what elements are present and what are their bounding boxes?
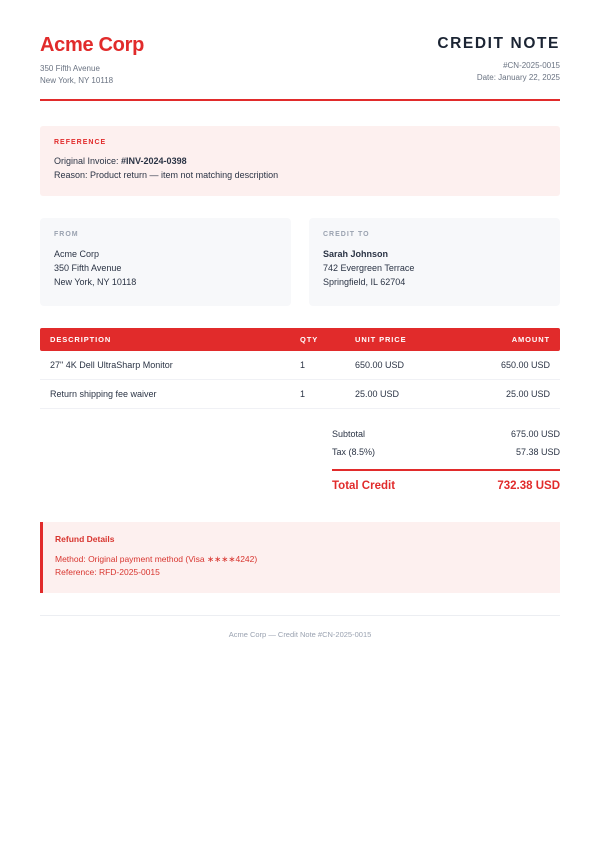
reference-panel xyxy=(40,126,560,196)
reference-original-invoice-number: #INV-2024-0398 xyxy=(121,156,187,167)
item-unit-price: 25.00 USD xyxy=(355,389,400,399)
item-qty: 1 xyxy=(300,360,306,370)
totals-block xyxy=(332,425,560,492)
total-credit-label: Total Credit xyxy=(332,479,396,492)
company-address-line2: New York, NY 10118 xyxy=(40,75,114,85)
column-header-qty: QTY xyxy=(300,335,319,344)
total-credit-value: 732.38 USD xyxy=(497,479,560,492)
tax-value: 57.38 USD xyxy=(515,447,560,457)
item-unit-price: 650.00 USD xyxy=(355,360,405,370)
subtotal-label: Subtotal xyxy=(332,429,366,439)
from-address-line2: New York, NY 10118 xyxy=(54,277,137,288)
credit-to-name: Sarah Johnson xyxy=(323,249,389,260)
from-address-line1: 350 Fifth Avenue xyxy=(54,263,122,274)
company-address-line1: 350 Fifth Avenue xyxy=(40,64,100,73)
document-date: Date: January 22, 2025 xyxy=(476,73,560,83)
reference-original-invoice xyxy=(54,155,546,169)
reference-label: REFERENCE xyxy=(54,139,107,147)
table-row xyxy=(40,351,560,380)
table-row xyxy=(40,380,560,409)
totals-section xyxy=(40,425,560,492)
company-logo-text: Acme Corp xyxy=(40,34,144,56)
credit-to-panel xyxy=(309,218,560,306)
column-header-unit-price: UNIT PRICE xyxy=(355,335,407,344)
item-description: Return shipping fee waiver xyxy=(50,389,157,399)
document-footer: Acme Corp — Credit Note #CN-2025-0015 xyxy=(40,615,560,639)
reference-reason: Reason: Product return — item not matching description xyxy=(54,169,279,180)
company-block xyxy=(40,34,144,86)
from-name: Acme Corp xyxy=(54,249,100,260)
document-number: #CN-2025-0015 xyxy=(503,61,560,71)
refund-details-panel xyxy=(40,522,560,593)
item-description: 27" 4K Dell UltraSharp Monitor xyxy=(50,360,173,370)
credit-to-address-line1: 742 Evergreen Terrace xyxy=(323,263,415,274)
totals-divider xyxy=(332,469,560,471)
document-title: CREDIT NOTE xyxy=(437,35,560,52)
column-header-description: DESCRIPTION xyxy=(50,335,112,344)
document-meta xyxy=(437,60,560,85)
refund-reference: Reference: RFD-2025-0015 xyxy=(55,566,160,577)
reference-original-invoice-label: Original Invoice: xyxy=(54,156,122,167)
item-amount: 25.00 USD xyxy=(505,389,550,399)
refund-details-title: Refund Details xyxy=(55,533,115,544)
tax-label: Tax (8.5%) xyxy=(332,447,376,457)
item-amount: 650.00 USD xyxy=(500,360,550,370)
refund-method: Method: Original payment method (Visa ∗∗∗∗4242) xyxy=(55,553,258,564)
header-divider xyxy=(40,99,560,101)
credit-to-address-line2: Springfield, IL 62704 xyxy=(323,277,406,288)
credit-to-label: CREDIT TO xyxy=(323,231,370,239)
subtotal-row xyxy=(332,425,560,443)
from-panel xyxy=(40,218,291,306)
tax-row xyxy=(332,443,560,461)
column-header-amount: AMOUNT xyxy=(511,335,550,344)
line-items-table xyxy=(40,328,560,409)
table-header-row xyxy=(40,328,560,351)
subtotal-value: 675.00 USD xyxy=(510,429,560,439)
total-credit-row xyxy=(332,480,560,492)
document-meta-block xyxy=(437,34,560,85)
item-qty: 1 xyxy=(300,389,306,399)
from-label: FROM xyxy=(54,231,79,239)
parties-section xyxy=(40,218,560,306)
document-header xyxy=(40,34,560,99)
company-address xyxy=(40,63,144,86)
